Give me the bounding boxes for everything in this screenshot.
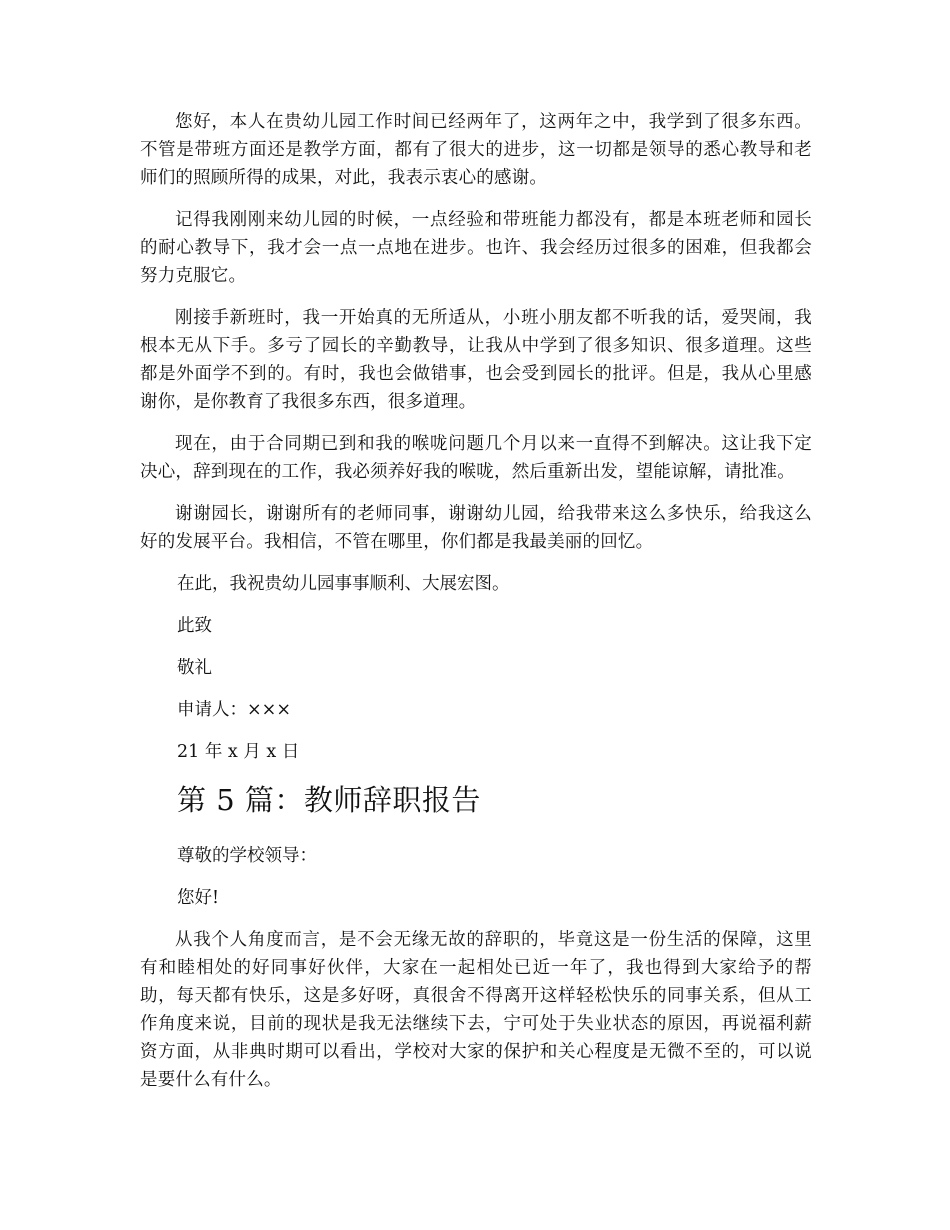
- closing-cizhi: 此致: [177, 616, 212, 636]
- closing-jingli: 敬礼: [177, 658, 212, 678]
- paragraph-memories: 记得我刚刚来幼儿园的时候，一点经验和带班能力都没有，都是本班老师和园长的耐心教导下，我才会一点一点地在进步。也许、我会经历过很多的困难，但我都会努力克服它。: [140, 210, 812, 286]
- paragraph-thanks: 谢谢园长，谢谢所有的老师同事，谢谢幼儿园，给我带来这么多快乐，给我这么好的发展平台。我相信，不管在哪里，你们都是我最美丽的回忆。: [140, 504, 812, 552]
- applicant-signature: 申请人：×××: [177, 700, 291, 720]
- paragraph-new-class: 刚接手新班时，我一开始真的无所适从，小班小朋友都不听我的话，爱哭闹，我根本无从下手。多亏了园长的辛勤教导，让我从中学到了很多知识、很多道理。这些都是外面学不到的。有时，我也会做错事，也会受到园长的批评。但是，我从心里感谢你，是你教育了我很多东西，很多道理。: [140, 308, 812, 412]
- section-heading: 第 5 篇：教师辞职报告: [177, 783, 481, 817]
- closing-wish: 在此，我祝贵幼儿园事事顺利、大展宏图。: [177, 574, 510, 594]
- paragraph-reason: 现在，由于合同期已到和我的喉咙问题几个月以来一直得不到解决。这让我下定决心，辞到现在的工作，我必须养好我的喉咙，然后重新出发，望能谅解，请批准。: [140, 434, 812, 482]
- date-line: 21 年 x 月 x 日: [177, 742, 300, 762]
- salutation: 尊敬的学校领导：: [177, 846, 317, 866]
- paragraph-gratitude: 您好，本人在贵幼儿园工作时间已经两年了，这两年之中，我学到了很多东西。不管是带班方面还是教学方面，都有了很大的进步，这一切都是领导的悉心教导和老师们的照顾所得的成果，对此，我表示衷心的感谢。: [140, 112, 812, 188]
- document-content: [140, 108, 812, 1108]
- greeting: 您好!: [177, 888, 220, 908]
- paragraph-personal-view: 从我个人角度而言，是不会无缘无故的辞职的，毕竟这是一份生活的保障，这里有和睦相处的好同事好伙伴，大家在一起相处已近一年了，我也得到大家给予的帮助，每天都有快乐，这是多好呀，真很舍不得离开这样轻松快乐的同事关系，但从工作角度来说，目前的现状是我无法继续下去，宁可处于失业状态的原因，再说福利薪资方面，从非典时期可以看出，学校对大家的保护和关心程度是无微不至的，可以说是要什么有什么。: [140, 930, 812, 1090]
